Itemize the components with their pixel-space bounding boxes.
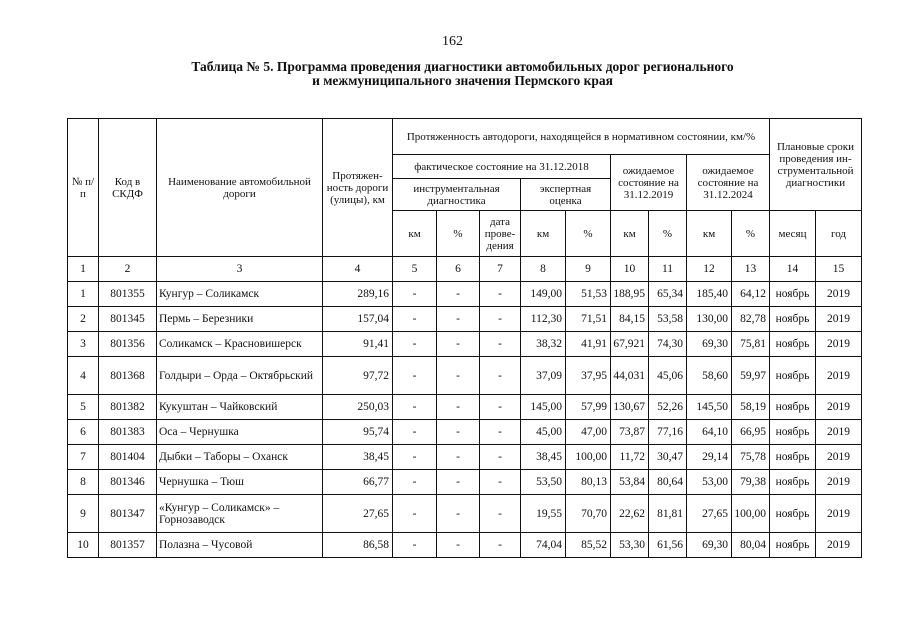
expected-2019-pct: 81,81 [649,495,687,533]
expert-pct: 37,95 [566,357,611,395]
column-number: 4 [323,257,393,282]
column-number: 10 [611,257,649,282]
road-name: Соликамск – Красновишерск [157,332,323,357]
expected-2019-km: 53,30 [611,533,649,558]
road-length: 157,04 [323,307,393,332]
column-number: 15 [816,257,862,282]
planned-month: ноябрь [770,357,816,395]
column-number: 7 [480,257,521,282]
expected-2019-km: 67,921 [611,332,649,357]
expert-pct: 57,99 [566,395,611,420]
header-code: Код в СКДФ [99,119,157,257]
road-code: 801357 [99,533,157,558]
road-code: 801355 [99,282,157,307]
planned-month: ноябрь [770,420,816,445]
instrumental-km: - [393,282,437,307]
header-km: км [521,211,566,257]
row-number: 2 [68,307,99,332]
page-number: 162 [442,34,463,49]
column-number: 2 [99,257,157,282]
column-number: 8 [521,257,566,282]
header-pct: % [732,211,770,257]
road-length: 86,58 [323,533,393,558]
planned-month: ноябрь [770,282,816,307]
road-code: 801368 [99,357,157,395]
expected-2019-pct: 52,26 [649,395,687,420]
expert-km: 38,45 [521,445,566,470]
planned-year: 2019 [816,332,862,357]
instrumental-pct: - [437,533,480,558]
road-name: Пермь – Березники [157,307,323,332]
table-row [68,357,862,395]
row-number: 4 [68,357,99,395]
header-km: км [393,211,437,257]
instrumental-date: - [480,533,521,558]
expert-pct: 80,13 [566,470,611,495]
expert-km: 53,50 [521,470,566,495]
instrumental-pct: - [437,307,480,332]
header-number: № п/п [68,119,99,257]
instrumental-date: - [480,332,521,357]
expected-2019-km: 22,62 [611,495,649,533]
header-pct: % [437,211,480,257]
expected-2019-pct: 74,30 [649,332,687,357]
planned-year: 2019 [816,357,862,395]
row-number: 7 [68,445,99,470]
road-length: 250,03 [323,395,393,420]
header-instrumental: инструментальная диагностика [393,179,521,211]
expected-2019-pct: 30,47 [649,445,687,470]
planned-month: ноябрь [770,533,816,558]
expected-2019-km: 44,031 [611,357,649,395]
planned-year: 2019 [816,495,862,533]
road-name: Кунгур – Соликамск [157,282,323,307]
expected-2019-pct: 80,64 [649,470,687,495]
instrumental-km: - [393,332,437,357]
expert-km: 37,09 [521,357,566,395]
road-name: «Кунгур – Соликамск» – Горнозаводск [157,495,323,533]
planned-month: ноябрь [770,470,816,495]
road-code: 801347 [99,495,157,533]
header-date: дата прове-дения [480,211,521,257]
header-expected-2019: ожидаемое состояние на 31.12.2019 [611,155,687,211]
column-number: 11 [649,257,687,282]
road-length: 66,77 [323,470,393,495]
expected-2024-km: 27,65 [687,495,732,533]
road-length: 27,65 [323,495,393,533]
table-row [68,307,862,332]
row-number: 10 [68,533,99,558]
expected-2024-pct: 64,12 [732,282,770,307]
instrumental-pct: - [437,357,480,395]
road-length: 97,72 [323,357,393,395]
instrumental-pct: - [437,420,480,445]
expert-km: 112,30 [521,307,566,332]
road-length: 38,45 [323,445,393,470]
road-name: Полазна – Чусовой [157,533,323,558]
header-expert: экспертная оценка [521,179,611,211]
column-number: 5 [393,257,437,282]
road-length: 289,16 [323,282,393,307]
road-name: Дыбки – Таборы – Оханск [157,445,323,470]
instrumental-date: - [480,495,521,533]
expected-2024-km: 185,40 [687,282,732,307]
expert-pct: 51,53 [566,282,611,307]
road-code: 801346 [99,470,157,495]
expected-2019-pct: 65,34 [649,282,687,307]
instrumental-date: - [480,470,521,495]
expected-2019-km: 188,95 [611,282,649,307]
expected-2019-pct: 45,06 [649,357,687,395]
expected-2024-km: 69,30 [687,332,732,357]
instrumental-km: - [393,357,437,395]
expert-pct: 70,70 [566,495,611,533]
expected-2024-pct: 75,81 [732,332,770,357]
table-row [68,470,862,495]
row-number: 9 [68,495,99,533]
instrumental-km: - [393,445,437,470]
instrumental-km: - [393,395,437,420]
planned-year: 2019 [816,282,862,307]
expected-2024-pct: 75,78 [732,445,770,470]
road-code: 801382 [99,395,157,420]
instrumental-pct: - [437,470,480,495]
row-number: 3 [68,332,99,357]
planned-year: 2019 [816,307,862,332]
expected-2024-km: 58,60 [687,357,732,395]
expert-km: 145,00 [521,395,566,420]
road-name: Кукуштан – Чайковский [157,395,323,420]
header-pct: % [649,211,687,257]
header-km: км [687,211,732,257]
planned-year: 2019 [816,470,862,495]
expected-2024-km: 29,14 [687,445,732,470]
expected-2024-pct: 66,95 [732,420,770,445]
instrumental-pct: - [437,445,480,470]
column-number: 13 [732,257,770,282]
expected-2024-pct: 100,00 [732,495,770,533]
diagnostics-program-table [67,118,862,558]
header-planned-dates: Плановые сроки проведения ин-струментальной диагностики [770,119,862,211]
road-name: Голдыри – Орда – Октябрьский [157,357,323,395]
instrumental-km: - [393,307,437,332]
instrumental-date: - [480,395,521,420]
planned-month: ноябрь [770,445,816,470]
expected-2024-pct: 82,78 [732,307,770,332]
expected-2024-pct: 80,04 [732,533,770,558]
expert-pct: 41,91 [566,332,611,357]
header-expected-2024: ожидаемое состояние на 31.12.2024 [687,155,770,211]
expert-km: 19,55 [521,495,566,533]
planned-year: 2019 [816,420,862,445]
instrumental-pct: - [437,332,480,357]
road-code: 801404 [99,445,157,470]
table-row [68,533,862,558]
table-body [68,282,862,558]
column-number: 1 [68,257,99,282]
header-km: км [611,211,649,257]
expected-2024-km: 130,00 [687,307,732,332]
column-number: 12 [687,257,732,282]
table-row [68,495,862,533]
road-code: 801345 [99,307,157,332]
expert-km: 38,32 [521,332,566,357]
expected-2024-km: 69,30 [687,533,732,558]
instrumental-km: - [393,470,437,495]
instrumental-pct: - [437,395,480,420]
planned-month: ноябрь [770,495,816,533]
table-row [68,420,862,445]
document-title [100,60,825,88]
column-number: 6 [437,257,480,282]
header-pct: % [566,211,611,257]
header-length: Протяжен-ность дороги (улицы), км [323,119,393,257]
expected-2024-km: 64,10 [687,420,732,445]
expected-2024-km: 145,50 [687,395,732,420]
table-row [68,282,862,307]
instrumental-pct: - [437,282,480,307]
expert-pct: 85,52 [566,533,611,558]
column-number: 3 [157,257,323,282]
header-actual-state: фактическое состояние на 31.12.2018 [393,155,611,179]
instrumental-date: - [480,357,521,395]
column-number: 14 [770,257,816,282]
table-row [68,445,862,470]
row-number: 1 [68,282,99,307]
road-name: Оса – Чернушка [157,420,323,445]
expert-pct: 100,00 [566,445,611,470]
instrumental-pct: - [437,495,480,533]
road-name: Чернушка – Тюш [157,470,323,495]
header-normative-length: Протяженность автодороги, находящейся в нормативном состоянии, км/% [393,119,770,155]
planned-year: 2019 [816,445,862,470]
expected-2019-km: 84,15 [611,307,649,332]
instrumental-date: - [480,445,521,470]
instrumental-date: - [480,420,521,445]
row-number: 5 [68,395,99,420]
instrumental-km: - [393,420,437,445]
header-year: год [816,211,862,257]
road-length: 95,74 [323,420,393,445]
planned-year: 2019 [816,395,862,420]
expected-2019-pct: 61,56 [649,533,687,558]
expected-2024-km: 53,00 [687,470,732,495]
table-row [68,395,862,420]
road-code: 801356 [99,332,157,357]
expected-2019-km: 53,84 [611,470,649,495]
expected-2024-pct: 59,97 [732,357,770,395]
road-code: 801383 [99,420,157,445]
column-number-row [68,257,862,282]
document-title-line-1: Таблица № 5. Программа проведения диагностики автомобильных дорог регионального [191,59,734,74]
planned-year: 2019 [816,533,862,558]
instrumental-km: - [393,533,437,558]
column-number: 9 [566,257,611,282]
expected-2019-km: 11,72 [611,445,649,470]
road-length: 91,41 [323,332,393,357]
expert-km: 149,00 [521,282,566,307]
expert-km: 74,04 [521,533,566,558]
expert-pct: 71,51 [566,307,611,332]
row-number: 8 [68,470,99,495]
table-header [68,119,862,282]
table-row [68,332,862,357]
planned-month: ноябрь [770,332,816,357]
instrumental-date: - [480,282,521,307]
expected-2019-pct: 77,16 [649,420,687,445]
expected-2024-pct: 58,19 [732,395,770,420]
expected-2019-km: 130,67 [611,395,649,420]
expected-2019-km: 73,87 [611,420,649,445]
instrumental-date: - [480,307,521,332]
expert-pct: 47,00 [566,420,611,445]
instrumental-km: - [393,495,437,533]
header-road-name: Наименование автомобильной дороги [157,119,323,257]
expert-km: 45,00 [521,420,566,445]
expected-2024-pct: 79,38 [732,470,770,495]
header-month: месяц [770,211,816,257]
planned-month: ноябрь [770,395,816,420]
document-title-line-2: и межмуниципального значения Пермского края [312,73,613,88]
row-number: 6 [68,420,99,445]
planned-month: ноябрь [770,307,816,332]
expected-2019-pct: 53,58 [649,307,687,332]
